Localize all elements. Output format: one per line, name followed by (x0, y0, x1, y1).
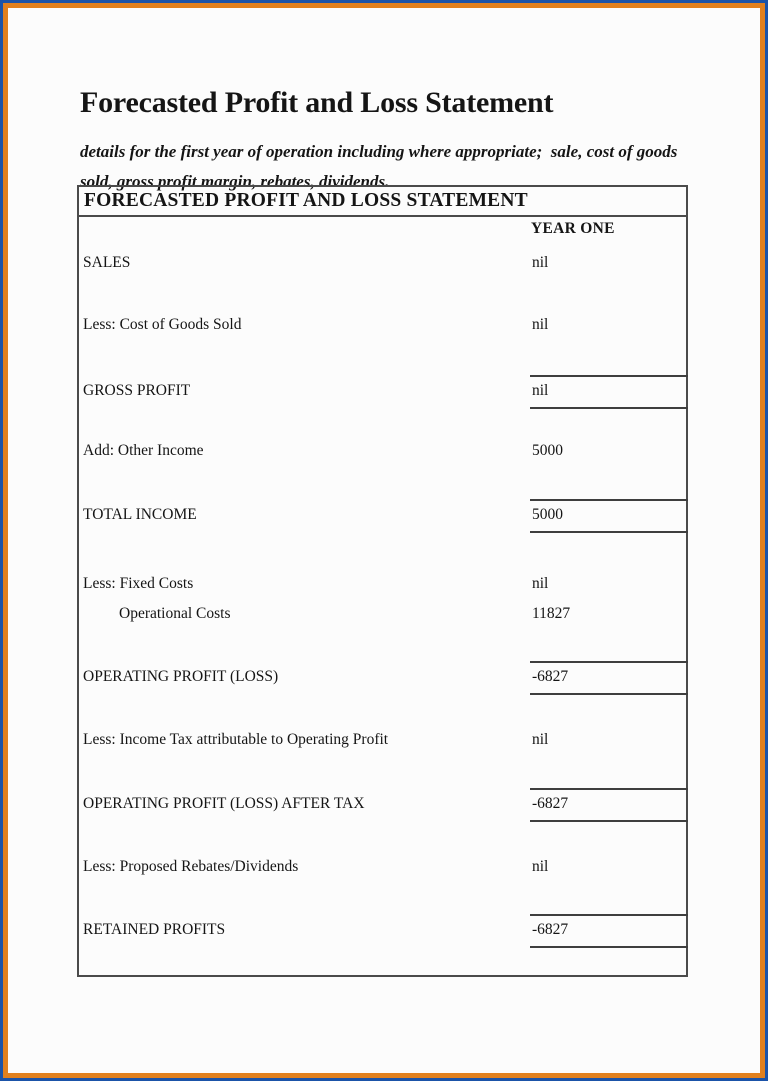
row-label: GROSS PROFIT (83, 382, 191, 399)
row-label: Operational Costs (119, 605, 231, 622)
row-label: TOTAL INCOME (83, 506, 197, 523)
row-label: RETAINED PROFITS (83, 921, 226, 938)
page-subtitle: details for the first year of operation including where appropriate; sale, cost of goods sold, gross profit margin, rebates, dividends. (80, 142, 682, 191)
row-value: nil (532, 254, 549, 271)
row-label: OPERATING PROFIT (LOSS) (83, 668, 279, 685)
column-header-year-one: YEAR ONE (531, 220, 615, 237)
document-page (8, 8, 760, 1073)
row-value: nil (532, 575, 549, 592)
row-label: OPERATING PROFIT (LOSS) AFTER TAX (83, 795, 365, 812)
table-title: FORECASTED PROFIT AND LOSS STATEMENT (79, 187, 686, 217)
row-value: 5000 (530, 499, 688, 533)
row-value: 11827 (532, 605, 571, 622)
row-label: Less: Income Tax attributable to Operating Profit (83, 731, 389, 748)
row-label: Add: Other Income (83, 442, 204, 459)
row-value: nil (532, 858, 549, 875)
row-value: -6827 (530, 788, 688, 822)
row-label: Less: Cost of Goods Sold (83, 316, 242, 333)
row-value: nil (530, 375, 688, 409)
page-title: Forecasted Profit and Loss Statement (80, 86, 554, 119)
row-value: nil (532, 316, 549, 333)
row-value: -6827 (530, 914, 688, 948)
row-value: -6827 (530, 661, 688, 695)
row-label: Less: Fixed Costs (83, 575, 194, 592)
row-value: nil (532, 731, 549, 748)
profit-loss-table (77, 185, 688, 977)
row-value: 5000 (532, 442, 563, 459)
row-label: SALES (83, 254, 131, 271)
row-label: Less: Proposed Rebates/Dividends (83, 858, 299, 875)
